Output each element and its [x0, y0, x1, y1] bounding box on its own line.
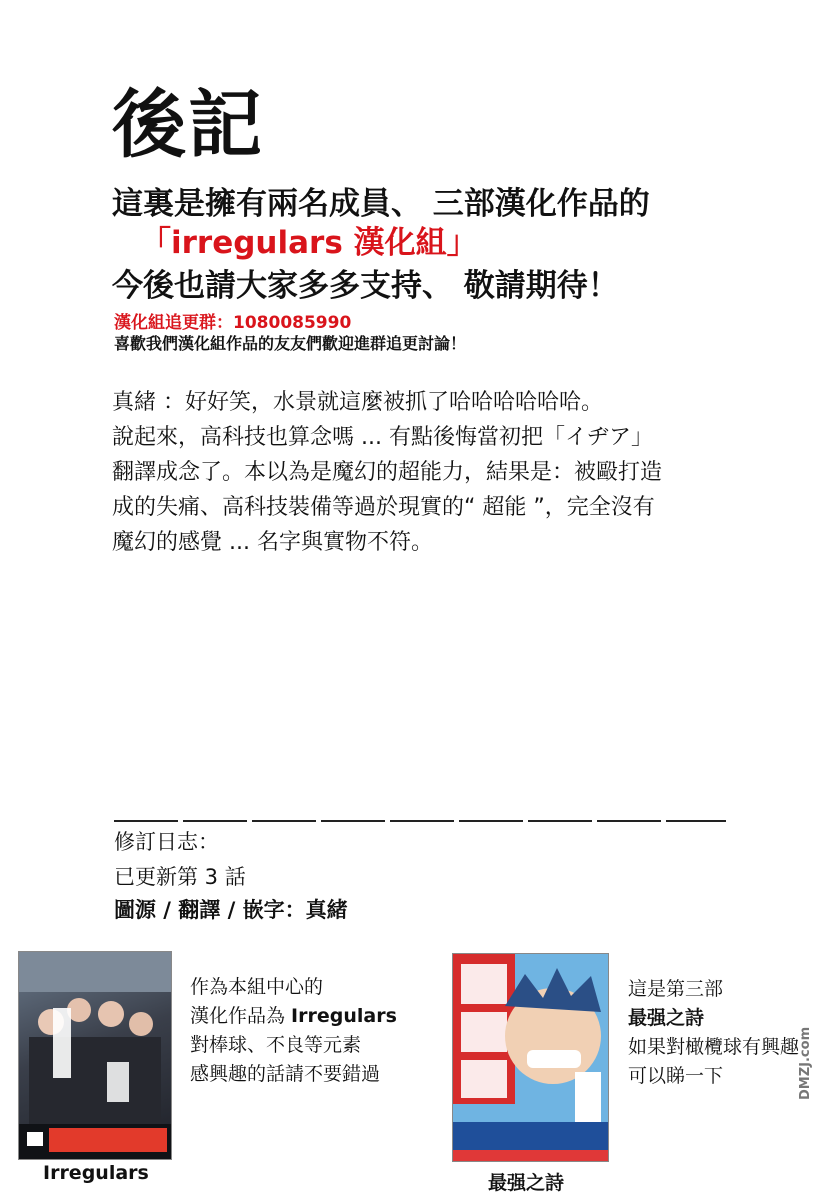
description-line-bold: 最强之詩 — [628, 1007, 705, 1029]
description-line: 漢化作品為 Irregulars — [190, 1005, 397, 1027]
section-divider — [114, 808, 726, 822]
changelog-credits: 圖源 / 翻譯 / 嵌字：真緒 — [114, 898, 348, 922]
saikyou-caption: 最强之詩 — [488, 1172, 565, 1194]
irregulars-cover-image — [18, 951, 172, 1160]
page-title: 後記 — [112, 82, 264, 168]
note-line: 說起來，高科技也算念嗎 ... 有點後悔當初把「イヂア」 — [112, 425, 653, 450]
description-line: 感興趣的話請不要錯過 — [190, 1063, 381, 1085]
irregulars-description — [190, 973, 397, 1089]
saikyou-cover-image — [452, 953, 609, 1162]
description-line: 可以睇一下 — [628, 1065, 724, 1087]
saikyou-cover-art — [453, 954, 608, 1161]
headline-line-3: 今後也請大家多多支持、 敬請期待！ — [112, 268, 619, 304]
group-name-headline: 「irregulars 漢化組」 — [140, 225, 478, 261]
note-line: 成的失痛、高科技裝備等過於現實的“ 超能 ”，完全沒有 — [112, 495, 655, 520]
irregulars-cover-art — [19, 952, 171, 1159]
group-invite-text: 喜歡我們漢化組作品的友友們歡迎進群追更討論！ — [114, 334, 467, 353]
irregulars-bold-name: Irregulars — [291, 1005, 397, 1027]
description-line: 作為本組中心的 — [190, 976, 324, 998]
site-watermark: DMZJ.com — [798, 1026, 813, 1100]
description-line: 這是第三部 — [628, 978, 724, 1000]
description-line: 對棒球、不良等元素 — [190, 1034, 362, 1056]
note-line: 魔幻的感覺 ... 名字與實物不符。 — [112, 530, 433, 555]
translator-note — [112, 385, 662, 560]
headline-line-1: 這裏是擁有兩名成員、 三部漢化作品的 — [112, 186, 650, 222]
group-chat-number: 漢化組追更群：1080085990 — [114, 313, 352, 333]
changelog-heading: 修訂日志： — [114, 830, 219, 854]
changelog-update: 已更新第 3 話 — [114, 865, 246, 889]
saikyou-description — [628, 975, 799, 1091]
irregulars-caption: Irregulars — [43, 1162, 149, 1184]
note-line: 翻譯成念了。本以為是魔幻的超能力，結果是：被毆打造 — [112, 460, 663, 485]
description-line: 如果對橄欖球有興趣 — [628, 1036, 800, 1058]
note-line: 真緒 ：好好笑，水景就這麼被抓了哈哈哈哈哈哈。 — [112, 390, 603, 415]
